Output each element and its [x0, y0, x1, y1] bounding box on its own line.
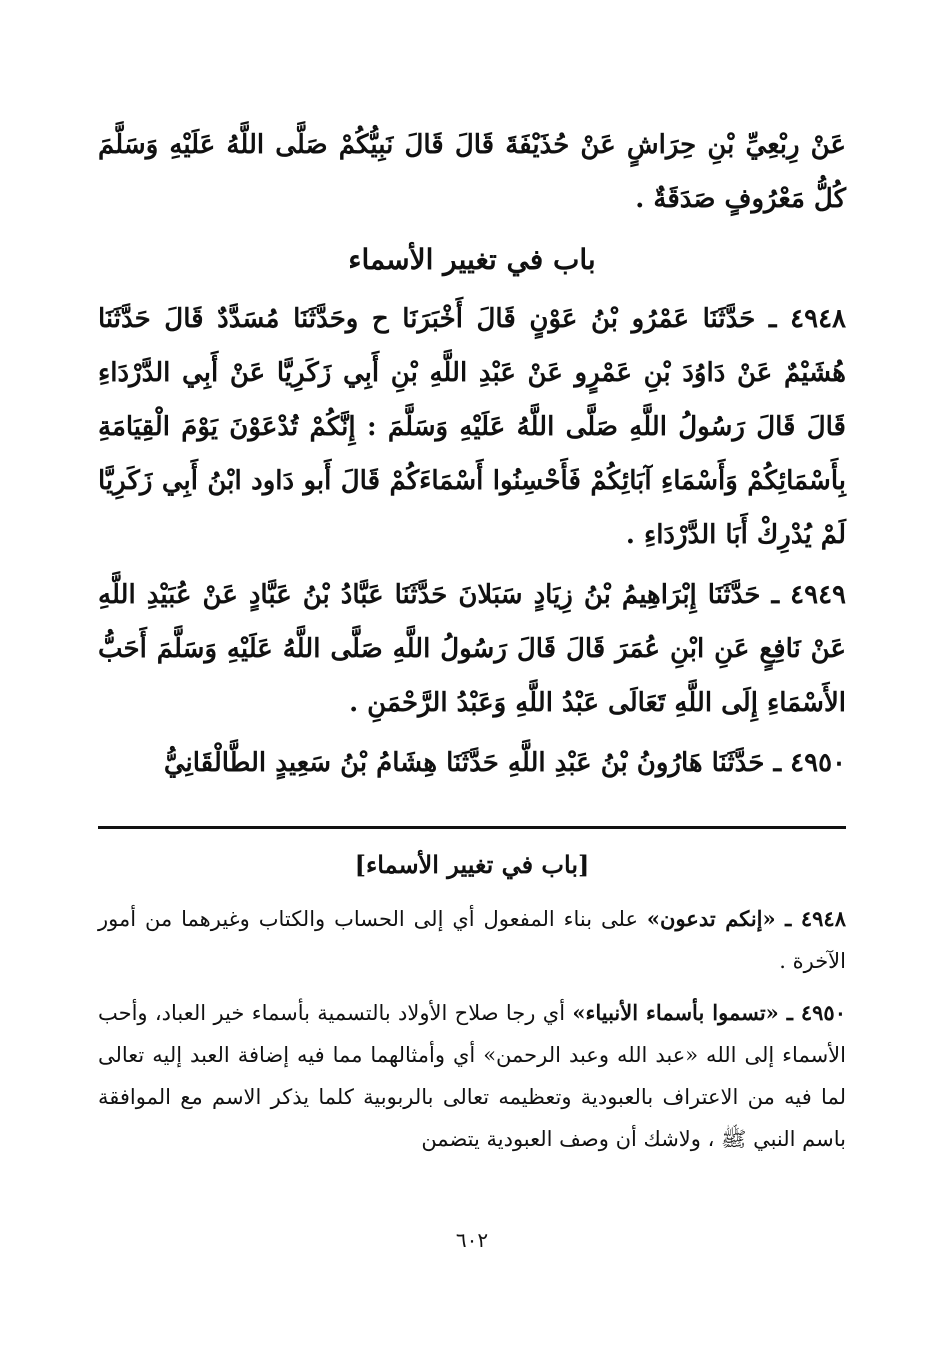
page-number: ٦٠٢	[455, 1228, 489, 1252]
note-lead: ٤٩٤٨ ـ «إنكم تدعون»	[646, 906, 846, 931]
commentary-note-4948	[98, 898, 846, 982]
hadith-body: ـ حَدَّثَنَا عَمْرُو بْنُ عَوْنٍ قَالَ أَخْبَرَنَا ح وحَدَّثَنَا مُسَدَّدٌ قَالَ حَدَّثَنَا هُشَيْمٌ عَنْ دَاوُدَ بْنِ عَمْرٍو عَنْ عَبْدِ اللَّهِ بْنِ أَبِي زَكَرِيَّا عَنْ أَبِي الدَّرْدَاءِ قَالَ قَالَ رَسُولُ اللَّهِ صَلَّى اللَّهُ عَلَيْهِ وَسَلَّمَ : إِنَّكُمْ تُدْعَوْنَ يَوْمَ الْقِيَامَةِ بِأَسْمَائِكُمْ وَأَسْمَاءِ آبَائِكُمْ فَأَحْسِنُوا أَسْمَاءَكُمْ قَالَ أَبو دَاود ابْنُ أَبِي زَكَرِيَّا لَمْ يُدْرِكْ أَبَا الدَّرْدَاءِ .	[98, 304, 846, 550]
hadith-number: ٤٩٥٠	[790, 748, 846, 778]
hadith-4949	[98, 568, 846, 730]
hadith-body: ـ حَدَّثَنَا إِبْرَاهِيمُ بْنُ زِيَادٍ سَبَلانَ حَدَّثَنَا عَبَّادُ بْنُ عَبَّادٍ عَنْ عُبَيْدِ اللَّهِ عَنْ نَافِعٍ عَنِ ابْنِ عُمَرَ قَالَ قَالَ رَسُولُ اللَّهِ صَلَّى اللَّهُ عَلَيْهِ وَسَلَّمَ أَحَبُّ الأَسْمَاءِ إِلَى اللَّهِ تَعَالَى عَبْدُ اللَّهِ وَعَبْدُ الرَّحْمَنِ .	[98, 580, 846, 718]
hadith-body: ـ حَدَّثَنَا هَارُونُ بْنُ عَبْدِ اللَّهِ حَدَّثَنَا هِشَامُ بْنُ سَعِيدٍ الطَّالْقَانِيُّ	[163, 748, 782, 778]
hadith-4948	[98, 292, 846, 562]
commentary-chapter-title: [باب في تغيير الأسماء]	[354, 850, 590, 879]
hadith-4950	[98, 736, 846, 790]
chapter-title: باب في تغيير الأسماء	[348, 243, 596, 276]
footnote-divider	[98, 826, 846, 829]
hadith-number: ٤٩٤٩	[790, 580, 847, 610]
commentary-block	[98, 840, 846, 1170]
intro-paragraph: عَنْ رِبْعِيِّ بْنِ حِرَاشٍ عَنْ حُذَيْفَةَ قَالَ قَالَ نَبِيُّكُمْ صَلَّى اللَّهُ عَلَيْهِ وَسَلَّمَ كُلُّ مَعْرُوفٍ صَدَقَةٌ .	[98, 130, 846, 214]
hadith-number: ٤٩٤٨	[790, 304, 846, 334]
main-text-block	[98, 118, 846, 796]
commentary-note-4950	[98, 992, 846, 1160]
hadith-text	[98, 118, 846, 790]
note-lead: ٤٩٥٠ ـ «تسموا بأسماء الأنبياء»	[572, 1000, 846, 1025]
note-body: على بناء المفعول أي إلى الحساب والكتاب وغيرهما من أمور الآخرة .	[98, 907, 846, 973]
note-body: أي رجا صلاح الأولاد بالتسمية بأسماء خير العباد، وأحب الأسماء إلى الله «عبد الله وعبد الرحمن» أي وأمثالهما مما فيه إضافة العبد إليه تعالى لما فيه من الاعتراف بالعبودية وتعظيمه تعالى بالربوبية كلما يذكر الاسم مع الموافقة باسم النبي ﷺ ، ولاشك أن وصف العبودية يتضمن	[98, 1001, 846, 1151]
